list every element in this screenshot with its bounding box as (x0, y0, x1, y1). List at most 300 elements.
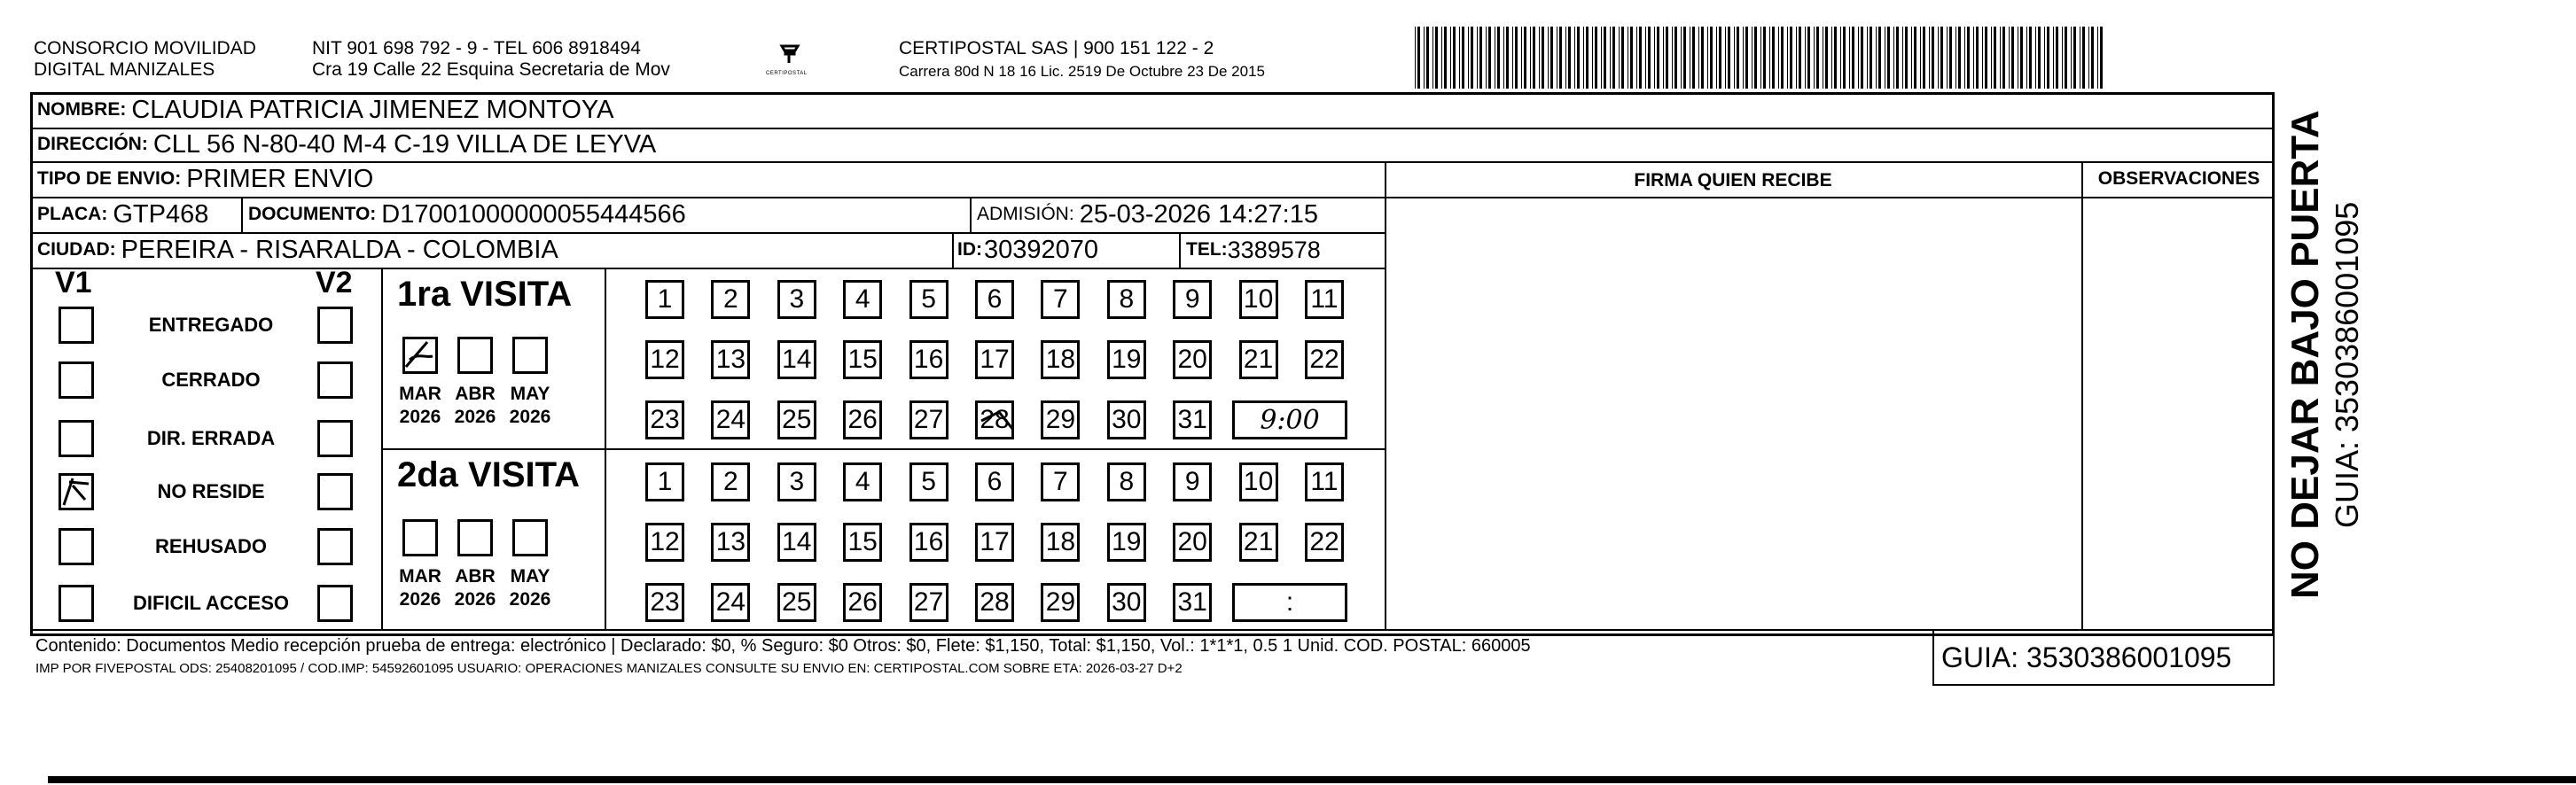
barcode-bar (1914, 27, 1916, 89)
barcode-bar (1444, 27, 1447, 89)
barcode-bar (1938, 27, 1939, 89)
barcode-bar (1807, 27, 1810, 89)
day-10[interactable]: 10 (1239, 280, 1278, 319)
sender-address: Cra 19 Calle 22 Esquina Secretaria de Mov (312, 59, 670, 80)
v2-checkbox[interactable] (317, 361, 353, 399)
barcode-bar (1601, 27, 1602, 89)
month-label: MAR (399, 384, 441, 404)
bottom-rule (48, 776, 2576, 783)
barcode-bar (1636, 27, 1637, 89)
barcode-bar (1781, 27, 1784, 89)
barcode-bar (1728, 27, 1730, 89)
barcode-bar (2000, 27, 2001, 89)
reason-label: ENTREGADO (148, 314, 274, 336)
day-5[interactable]: 5 (909, 280, 948, 319)
barcode-bar (1612, 27, 1615, 89)
barcode-bar (2062, 27, 2063, 89)
barcode-bar (1681, 27, 1682, 89)
day-29[interactable]: 29 (1041, 583, 1080, 622)
barcode-bar (1754, 27, 1757, 89)
barcode-bar (1799, 27, 1801, 89)
courier-name: CERTIPOSTAL SAS | 900 151 122 - 2 (899, 38, 1214, 58)
year-label: 2026 (454, 407, 496, 427)
barcode-bar (1840, 27, 1841, 89)
courier-address: Carrera 80d N 18 16 Lic. 2519 De Octubre 23 De 2015 (899, 63, 1265, 80)
barcode-bar (1453, 27, 1456, 89)
barcode-bar (1548, 27, 1549, 89)
barcode-bar (2088, 27, 2089, 89)
barcode-bar (1698, 27, 1699, 89)
v2-checkbox[interactable] (317, 528, 353, 565)
barcode-bar (2053, 27, 2054, 89)
row-divider (381, 448, 1386, 450)
v1-header: V1 (55, 266, 92, 299)
barcode-bar (2047, 27, 2049, 89)
barcode-bar (1462, 27, 1464, 89)
barcode-bar (1450, 27, 1451, 89)
barcode-bar (2097, 27, 2098, 89)
day-28[interactable]: 28 (975, 400, 1014, 439)
placa-value: GTP468 (113, 199, 209, 229)
barcode-bar (1861, 27, 1863, 89)
admision-label: ADMISIÓN: (977, 204, 1074, 224)
barcode-bar (1932, 27, 1934, 89)
barcode-bar (1559, 27, 1562, 89)
day-18[interactable]: 18 (1041, 523, 1080, 562)
day-9[interactable]: 9 (1173, 280, 1212, 319)
barcode-bar (1568, 27, 1571, 89)
reason-label: REHUSADO (155, 535, 267, 557)
day-7[interactable]: 7 (1041, 462, 1080, 501)
barcode-bar (1533, 27, 1535, 89)
barcode-bar (1760, 27, 1761, 89)
month-checkbox-abr[interactable] (457, 519, 493, 556)
day-27[interactable]: 27 (909, 583, 948, 622)
reason-label: CERRADO (161, 369, 261, 391)
barcode-bar (1604, 27, 1606, 89)
barcode-bar (2011, 27, 2014, 89)
day-1[interactable]: 1 (645, 462, 684, 501)
barcode-bar (1595, 27, 1597, 89)
v2-checkbox[interactable] (317, 420, 353, 457)
tel-label: TEL: (1186, 239, 1228, 260)
barcode-bar (1947, 27, 1948, 89)
barcode-bar (1716, 27, 1717, 89)
barcode-bar (1586, 27, 1589, 89)
id-value: 30392070 (984, 235, 1099, 264)
barcode-bar (2082, 27, 2085, 89)
day-12[interactable]: 12 (645, 340, 684, 379)
month-checkbox-may[interactable] (512, 337, 548, 374)
barcode-bar (1867, 27, 1868, 89)
col-divider (1932, 629, 1934, 686)
barcode-bar (1583, 27, 1584, 89)
barcode-bar (1805, 27, 1806, 89)
barcode-bar (2056, 27, 2058, 89)
barcode-bar (2044, 27, 2045, 89)
barcode-bar (2020, 27, 2023, 89)
day-14[interactable]: 14 (777, 523, 816, 562)
barcode-bar (1985, 27, 1987, 89)
row-divider (30, 268, 1386, 269)
year-label: 2026 (399, 407, 441, 427)
day-31[interactable]: 31 (1173, 583, 1212, 622)
month-label: ABR (455, 566, 496, 587)
day-8[interactable]: 8 (1107, 280, 1146, 319)
day-19[interactable]: 19 (1107, 340, 1146, 379)
contenido-line: Contenido: Documentos Medio recepción prueba de entrega: electrónico | Declarado: $0, % Seguro: $0 Otros: $0, Flete: $1,150, Total: $1,150, Vol.: 1*1*1, 0.5 1 Unid. COD. POSTAL: 660005 (35, 636, 1531, 656)
day-30[interactable]: 30 (1107, 400, 1146, 439)
month-checkbox-may[interactable] (512, 519, 548, 556)
day-12[interactable]: 12 (645, 523, 684, 562)
barcode-bar (2035, 27, 2036, 89)
barcode-bar (1878, 27, 1881, 89)
tel-field (1186, 232, 1321, 268)
col-divider (381, 268, 383, 631)
id-label: ID: (957, 239, 982, 260)
day-15[interactable]: 15 (843, 523, 882, 562)
month-checkbox-mar[interactable] (402, 519, 438, 556)
row-divider (30, 629, 2275, 631)
barcode-bar (1834, 27, 1837, 89)
barcode-bar (1843, 27, 1846, 89)
tipo-envio-field (37, 161, 373, 197)
logo-wordmark: CERTIPOSTAL (766, 71, 808, 76)
barcode-bar (1896, 27, 1899, 89)
barcode-bar (1737, 27, 1739, 89)
v1-checkbox[interactable] (59, 473, 94, 510)
barcode-bar (1973, 27, 1974, 89)
day-16[interactable]: 16 (909, 523, 948, 562)
day-11[interactable]: 11 (1305, 280, 1344, 319)
day-6[interactable]: 6 (975, 280, 1014, 319)
month-checkbox-mar[interactable] (402, 337, 438, 374)
barcode-bar (1506, 27, 1509, 89)
col-divider (970, 197, 972, 234)
barcode-bar (2038, 27, 2041, 89)
barcode-bar (1459, 27, 1460, 89)
documento-value: D17001000000055444566 (381, 199, 686, 229)
barcode-bar (1471, 27, 1473, 89)
barcode-bar (1940, 27, 1943, 89)
day-26[interactable]: 26 (843, 583, 882, 622)
col-divider (2081, 161, 2083, 631)
year-label: 2026 (454, 589, 496, 610)
documento-field (248, 197, 686, 232)
imp-line: IMP POR FIVEPOSTAL ODS: 25408201095 / COD.IMP: 54592601095 USUARIO: OPERACIONES MANIZALES CONSULTE SU ENVIO EN: CERTIPOSTAL.COM SOBRE ETA: 2026-03-27 D+2 (35, 661, 1183, 676)
observaciones-header: OBSERVACIONES (2097, 168, 2260, 189)
barcode-bar (1663, 27, 1664, 89)
barcode-bar (1441, 27, 1442, 89)
barcode-bar (1743, 27, 1744, 89)
day-25[interactable]: 25 (777, 400, 816, 439)
barcode-bar (2009, 27, 2010, 89)
time-box[interactable]: : (1232, 583, 1347, 622)
barcode-bar (1719, 27, 1721, 89)
barcode-bar (1630, 27, 1633, 89)
barcode-bar (1814, 27, 1815, 89)
day-11[interactable]: 11 (1305, 462, 1344, 501)
admision-value: 25-03-2026 14:27:15 (1079, 199, 1318, 229)
barcode-bar (1920, 27, 1921, 89)
day-26[interactable]: 26 (843, 400, 882, 439)
barcode-bar (1610, 27, 1611, 89)
tipo-envio-value: PRIMER ENVIO (186, 164, 374, 193)
day-24[interactable]: 24 (711, 400, 750, 439)
col-divider (241, 197, 243, 234)
barcode-bar (1870, 27, 1872, 89)
barcode-bar (1923, 27, 1925, 89)
barcode-bar (1701, 27, 1704, 89)
direccion-label: DIRECCIÓN: (37, 134, 148, 154)
barcode-bar (1619, 27, 1620, 89)
day-17[interactable]: 17 (975, 340, 1014, 379)
day-15[interactable]: 15 (843, 340, 882, 379)
barcode-bar (1710, 27, 1713, 89)
no-dejar-bajo-puerta: NO DEJAR BAJO PUERTA (2283, 110, 2327, 599)
ciudad-field (37, 232, 558, 268)
col-divider (1179, 232, 1181, 269)
barcode-bar (1574, 27, 1575, 89)
barcode-bar (1497, 27, 1500, 89)
day-13[interactable]: 13 (711, 523, 750, 562)
v1-checkbox[interactable] (59, 361, 94, 399)
day-13[interactable]: 13 (711, 340, 750, 379)
barcode-bar (1769, 27, 1770, 89)
id-field (957, 232, 1098, 268)
barcode-bar (1432, 27, 1433, 89)
barcode-bar (1424, 27, 1425, 89)
day-3[interactable]: 3 (777, 462, 816, 501)
barcode-bar (1503, 27, 1504, 89)
day-24[interactable]: 24 (711, 583, 750, 622)
day-22[interactable]: 22 (1305, 523, 1344, 562)
barcode-bar (1542, 27, 1544, 89)
v2-checkbox[interactable] (317, 473, 353, 510)
tel-value: 3389578 (1227, 236, 1321, 263)
barcode-bar (1902, 27, 1903, 89)
barcode-bar (1683, 27, 1686, 89)
barcode-bar (1790, 27, 1792, 89)
month-label: ABR (455, 384, 496, 404)
barcode-bar (1887, 27, 1890, 89)
col-divider (605, 268, 606, 631)
firma-header: FIRMA QUIEN RECIBE (1634, 170, 1832, 190)
month-label: MAY (510, 384, 550, 404)
barcode-bar (1763, 27, 1766, 89)
barcode-bar (1976, 27, 1979, 89)
day-21[interactable]: 21 (1239, 523, 1278, 562)
barcode-bar (1858, 27, 1859, 89)
direccion-value: CLL 56 N-80-40 M-4 C-19 VILLA DE LEYVA (152, 129, 657, 159)
barcode-bar (2065, 27, 2067, 89)
barcode (1415, 27, 2106, 89)
day-20[interactable]: 20 (1173, 523, 1212, 562)
barcode-bar (1639, 27, 1642, 89)
barcode-bar (1521, 27, 1522, 89)
day-8[interactable]: 8 (1107, 462, 1146, 501)
barcode-bar (1550, 27, 1553, 89)
barcode-bar (1831, 27, 1832, 89)
day-7[interactable]: 7 (1041, 280, 1080, 319)
reason-label: NO RESIDE (157, 480, 265, 502)
barcode-bar (1955, 27, 1956, 89)
barcode-bar (2100, 27, 2103, 89)
barcode-bar (1967, 27, 1970, 89)
v2-checkbox[interactable] (317, 585, 353, 622)
barcode-bar (1477, 27, 1478, 89)
sender-name-line2: DIGITAL MANIZALES (34, 59, 215, 80)
barcode-bar (1734, 27, 1735, 89)
barcode-bar (1592, 27, 1593, 89)
v1-checkbox[interactable] (59, 528, 94, 565)
side-guia: GUIA: 3530386001095 (2329, 201, 2365, 528)
barcode-bar (1994, 27, 1996, 89)
ciudad-value: PEREIRA - RISARALDA - COLOMBIA (121, 235, 558, 264)
v1-checkbox[interactable] (59, 585, 94, 622)
reason-label: DIR. ERRADA (146, 427, 276, 449)
day-10[interactable]: 10 (1239, 462, 1278, 501)
day-29[interactable]: 29 (1041, 400, 1080, 439)
guia-footer: GUIA: 3530386001095 (1941, 641, 2232, 673)
year-label: 2026 (509, 407, 551, 427)
direccion-field (37, 128, 656, 161)
day-6[interactable]: 6 (975, 462, 1014, 501)
v1-checkbox[interactable] (59, 420, 94, 457)
day-5[interactable]: 5 (909, 462, 948, 501)
day-22[interactable]: 22 (1305, 340, 1344, 379)
barcode-bar (1991, 27, 1992, 89)
barcode-bar (1958, 27, 1961, 89)
visita2-title: 2da VISITA (397, 455, 580, 494)
barcode-bar (1787, 27, 1788, 89)
sender-name-line1: CONSORCIO MOVILIDAD (34, 38, 256, 58)
certipostal-logo (768, 37, 812, 82)
barcode-bar (1692, 27, 1695, 89)
barcode-bar (2026, 27, 2027, 89)
reason-label: DIFICIL ACCESO (132, 592, 289, 614)
barcode-bar (1426, 27, 1429, 89)
barcode-bar (1415, 27, 1416, 89)
barcode-bar (2091, 27, 2094, 89)
barcode-bar (1468, 27, 1469, 89)
barcode-bar (1672, 27, 1673, 89)
day-4[interactable]: 4 (843, 280, 882, 319)
barcode-bar (1657, 27, 1659, 89)
day-2[interactable]: 2 (711, 280, 750, 319)
sender-nit: NIT 901 698 792 - 9 - TEL 606 8918494 (312, 38, 641, 58)
v2-header: V2 (316, 266, 353, 299)
barcode-bar (1479, 27, 1482, 89)
barcode-bar (1772, 27, 1775, 89)
barcode-bar (1654, 27, 1655, 89)
day-17[interactable]: 17 (975, 523, 1014, 562)
day-25[interactable]: 25 (777, 583, 816, 622)
barcode-bar (1539, 27, 1540, 89)
barcode-bar (1674, 27, 1677, 89)
barcode-bar (1515, 27, 1518, 89)
nombre-field (37, 92, 613, 128)
barcode-bar (1621, 27, 1624, 89)
barcode-bar (1745, 27, 1748, 89)
day-2[interactable]: 2 (711, 462, 750, 501)
barcode-bar (1512, 27, 1513, 89)
barcode-bar (1825, 27, 1828, 89)
barcode-bar (1666, 27, 1668, 89)
barcode-bar (1964, 27, 1965, 89)
barcode-bar (1565, 27, 1566, 89)
ciudad-label: CIUDAD: (37, 239, 116, 260)
barcode-bar (1778, 27, 1779, 89)
v2-checkbox[interactable] (317, 307, 353, 344)
col-divider (1385, 161, 1386, 631)
day-14[interactable]: 14 (777, 340, 816, 379)
barcode-bar (1852, 27, 1854, 89)
barcode-bar (1949, 27, 1952, 89)
barcode-bar (1725, 27, 1726, 89)
day-23[interactable]: 23 (645, 583, 684, 622)
day-19[interactable]: 19 (1107, 523, 1146, 562)
documento-label: DOCUMENTO: (248, 204, 377, 224)
barcode-bar (2071, 27, 2072, 89)
placa-field (37, 197, 208, 232)
visita1-title: 1ra VISITA (397, 275, 573, 314)
day-18[interactable]: 18 (1041, 340, 1080, 379)
day-27[interactable]: 27 (909, 400, 948, 439)
barcode-bar (1816, 27, 1819, 89)
barcode-bar (1707, 27, 1708, 89)
year-label: 2026 (399, 589, 441, 610)
day-16[interactable]: 16 (909, 340, 948, 379)
barcode-bar (1577, 27, 1580, 89)
placa-label: PLACA: (37, 204, 108, 224)
barcode-bar (1435, 27, 1438, 89)
barcode-bar (1488, 27, 1491, 89)
day-21[interactable]: 21 (1239, 340, 1278, 379)
day-3[interactable]: 3 (777, 280, 816, 319)
barcode-bar (1645, 27, 1646, 89)
nombre-value: CLAUDIA PATRICIA JIMENEZ MONTOYA (131, 95, 614, 124)
day-4[interactable]: 4 (843, 462, 882, 501)
time-box[interactable]: 9:00 (1232, 400, 1347, 439)
day-20[interactable]: 20 (1173, 340, 1212, 379)
day-30[interactable]: 30 (1107, 583, 1146, 622)
barcode-bar (1648, 27, 1651, 89)
day-1[interactable]: 1 (645, 280, 684, 319)
year-label: 2026 (509, 589, 551, 610)
col-divider (952, 232, 954, 269)
nombre-label: NOMBRE: (37, 99, 127, 120)
day-23[interactable]: 23 (645, 400, 684, 439)
tipo-envio-label: TIPO DE ENVIO: (37, 168, 182, 189)
barcode-bar (1524, 27, 1526, 89)
admision-field (977, 197, 1318, 232)
day-28[interactable]: 28 (975, 583, 1014, 622)
month-checkbox-abr[interactable] (457, 337, 493, 374)
barcode-bar (2002, 27, 2005, 89)
barcode-bar (1417, 27, 1420, 89)
month-label: MAR (399, 566, 441, 587)
barcode-bar (1796, 27, 1797, 89)
barcode-bar (1530, 27, 1531, 89)
barcode-bar (1849, 27, 1850, 89)
day-9[interactable]: 9 (1173, 462, 1212, 501)
barcode-bar (1982, 27, 1983, 89)
month-label: MAY (510, 566, 550, 587)
barcode-bar (1911, 27, 1912, 89)
v1-checkbox[interactable] (59, 307, 94, 344)
day-31[interactable]: 31 (1173, 400, 1212, 439)
